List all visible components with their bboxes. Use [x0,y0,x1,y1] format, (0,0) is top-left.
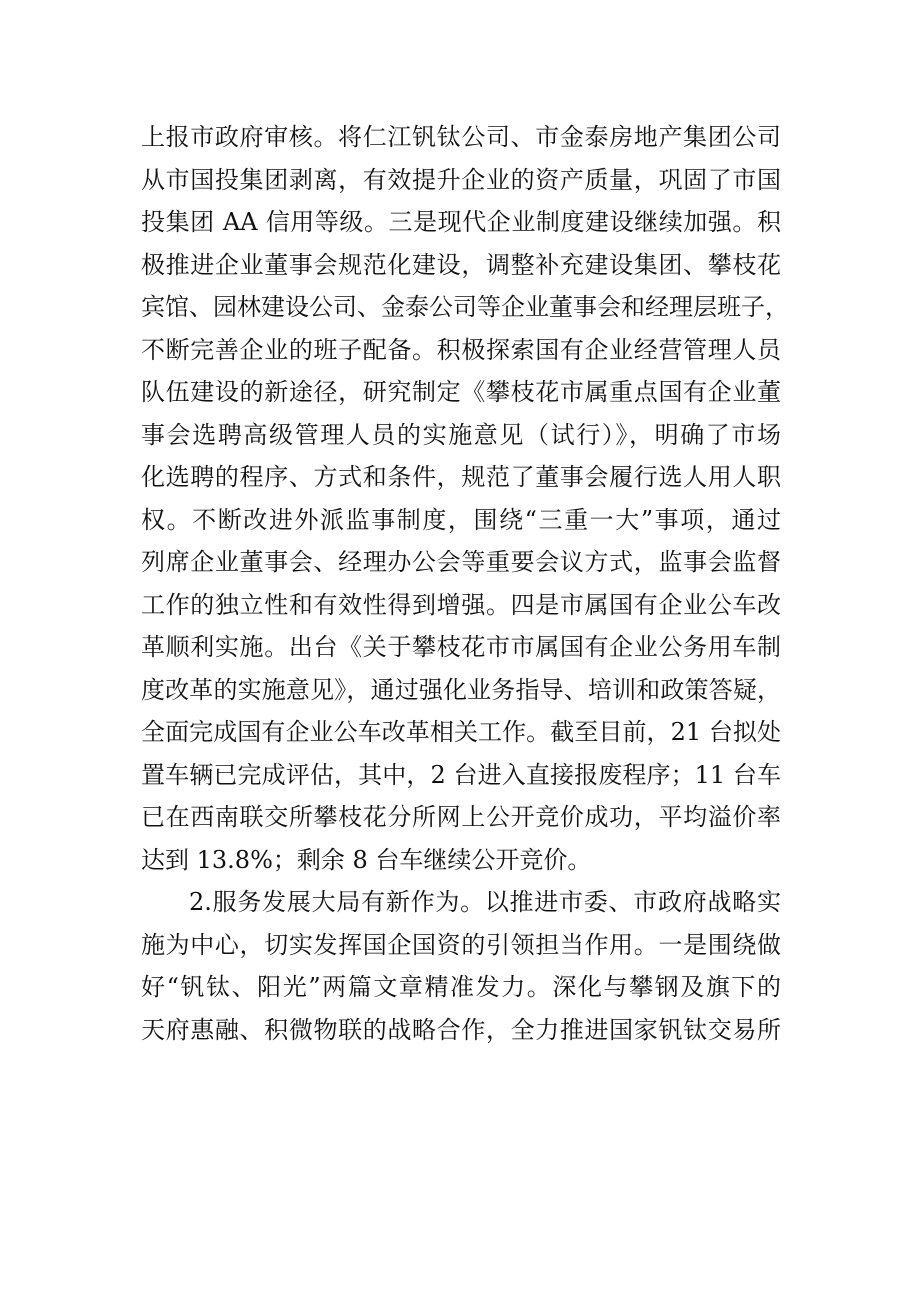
text-line: 天府惠融、积微物联的战略合作，全力推进国家钒钛交易所 [141,1015,781,1044]
text-line: 投集团 AA 信用等级。三是现代企业制度建设继续加强。积 [141,208,781,236]
text-line: 队伍建设的新途径，研究制定《攀枝花市属重点国有企业董 [141,378,781,406]
text-line: 宾馆、园林建设公司、金泰公司等企业董事会和经理层班子， [141,293,789,321]
text-line: 列席企业董事会、经理办公会等重要会议方式，监事会监督 [141,548,781,576]
text-line: 极推进企业董事会规范化建设，调整补充建设集团、攀枝花 [141,250,781,279]
text-line: 上报市政府审核。将仁江钒钛公司、市金泰房地产集团公司 [141,123,781,151]
text-line: 达到 13.8%；剩余 8 台车继续公开竞价。 [141,845,592,874]
text-line: 权。不断改进外派监事制度，围绕“三重一大”事项，通过 [141,505,781,534]
text-line: 事会选聘高级管理人员的实施意见（试行）》，明确了市场 [141,420,781,449]
text-line: 革顺利实施。出台《关于攀枝花市市属国有企业公务用车制 [141,633,781,661]
text-line: 工作的独立性和有效性得到增强。四是市属国有企业公车改 [141,590,781,619]
text-line: 从市国投集团剥离，有效提升企业的资产质量，巩固了市国 [141,165,781,194]
text-line: 置车辆已完成评估，其中，2 台进入直接报废程序；11 台车 [141,760,781,789]
text-line: 不断完善企业的班子配备。积极探索国有企业经营管理人员 [141,335,781,364]
paragraph [141,881,781,1051]
text-line: 已在西南联交所攀枝花分所网上公开竞价成功，平均溢价率 [141,803,781,831]
text-line: 施为中心，切实发挥国企国资的引领担当作用。一是围绕做 [141,930,781,959]
document-body [141,116,789,1051]
text-line: 度改革的实施意见》，通过强化业务指导、培训和政策答疑， [141,675,781,704]
paragraph [141,116,789,881]
text-line: 全面完成国有企业公车改革相关工作。截至目前，21 台拟处 [141,718,781,746]
text-line: 好“钒钛、阳光”两篇文章精准发力。深化与攀钢及旗下的 [141,973,781,1001]
text-line: 化选聘的程序、方式和条件，规范了董事会履行选人用人职 [141,463,781,491]
text-line: 2.服务发展大局有新作为。以推进市委、市政府战略实 [189,888,781,916]
